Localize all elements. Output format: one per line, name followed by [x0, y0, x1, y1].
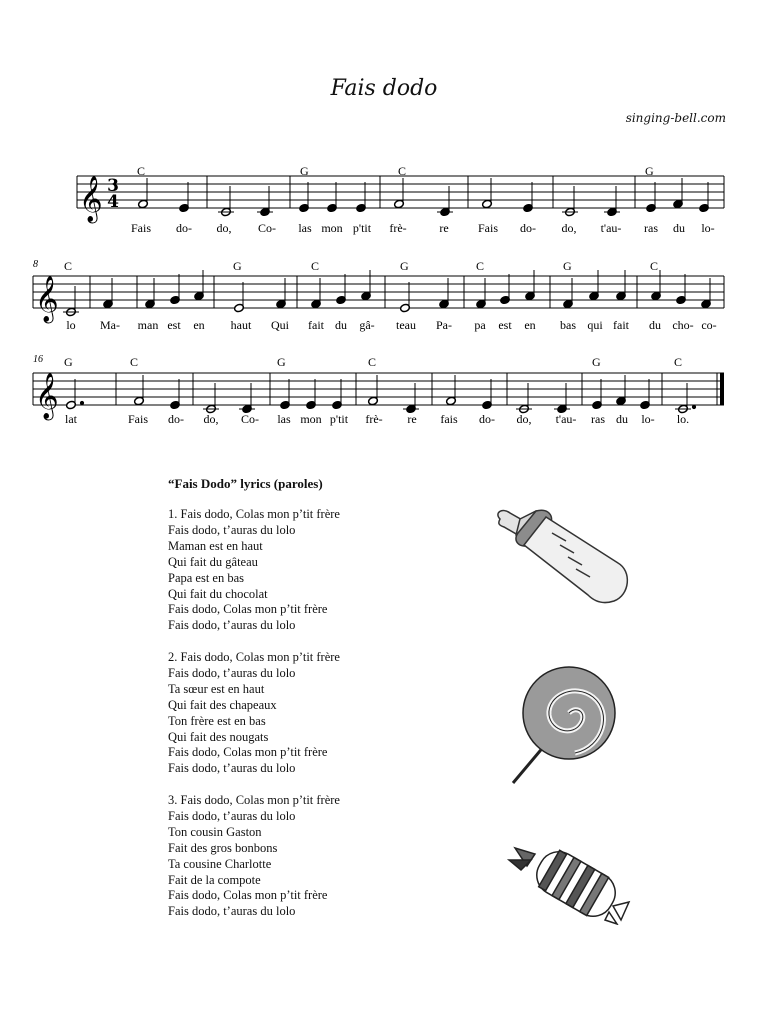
lyric-syllable: gâ- [359, 318, 375, 332]
lyric-syllable: du [649, 318, 661, 332]
lyric-line: Fait de la compote [168, 872, 261, 887]
chord-symbol: C [476, 259, 485, 273]
lyric-line: Ta sœur est en haut [168, 681, 265, 696]
lyric-line: 3. Fais dodo, Colas mon p’tit frère [168, 793, 340, 807]
lyric-syllable: t'au- [555, 412, 577, 426]
lyric-syllable: frè- [365, 412, 383, 426]
chord-symbol: G [277, 355, 286, 369]
lyric-syllable: t'au- [600, 221, 622, 235]
chord-symbol: G [233, 259, 242, 273]
chord-symbol: C [368, 355, 377, 369]
lyric-syllable: mon [300, 412, 322, 426]
lyric-line: Fais dodo, t’auras du lolo [168, 904, 296, 919]
treble-clef-icon: 𝄞 [79, 176, 103, 222]
lyric-syllable: mon [321, 221, 343, 235]
lyric-line: 2. Fais dodo, Colas mon p’tit frère [168, 650, 340, 664]
lyric-syllable: lo [66, 318, 76, 332]
lyric-syllable: lo- [641, 412, 655, 426]
chord-symbol: C [398, 164, 407, 178]
time-signature-top: 3 [107, 176, 119, 196]
lyric-line: Ton cousin Gaston [168, 824, 262, 839]
lyric-syllable: p'tit [329, 412, 349, 426]
verse-1 [168, 507, 340, 634]
lyric-syllable: re [407, 412, 417, 426]
lyric-syllable: est [498, 318, 512, 332]
lyric-syllable: Fais [130, 221, 152, 235]
treble-clef-icon: 𝄞 [35, 373, 59, 419]
lyrics-heading: “Fais Dodo” lyrics (paroles) [168, 476, 323, 491]
lyric-line: Qui fait des nougats [168, 729, 269, 744]
lyric-line: 1. Fais dodo, Colas mon p’tit frère [168, 507, 340, 521]
chord-symbol: C [311, 259, 320, 273]
lyric-syllable: do- [176, 221, 192, 235]
lyric-syllable: Co- [258, 221, 276, 235]
lyric-syllable: lo. [676, 412, 690, 426]
lyric-line: Maman est en haut [168, 538, 263, 553]
lyric-syllable: fais [440, 412, 458, 426]
baby-bottle-icon [490, 505, 640, 615]
lyric-syllable: fait [613, 318, 629, 332]
lyric-line: Ton frère est en bas [168, 713, 266, 728]
sheet-music [0, 0, 768, 440]
lyric-line: Qui fait du chocolat [168, 586, 268, 601]
chord-symbol: C [130, 355, 139, 369]
measure-number: 16 [33, 354, 43, 365]
chord-symbol: G [563, 259, 572, 273]
lyric-syllable: man [137, 318, 159, 332]
lyric-line: Qui fait du gâteau [168, 554, 258, 569]
lyric-line: Fais dodo, t’auras du lolo [168, 665, 296, 680]
website-label: singing-bell.com [625, 111, 726, 125]
lyric-syllable: las [298, 221, 312, 235]
treble-clef-icon: 𝄞 [35, 276, 59, 322]
lyric-line: Fais dodo, Colas mon p’tit frère [168, 602, 328, 617]
lollipop-icon [505, 665, 625, 790]
wrapped-candy-icon [505, 840, 635, 925]
chord-symbol: C [674, 355, 683, 369]
lyric-syllable: las [277, 412, 291, 426]
lyric-syllable: pa [474, 318, 486, 332]
lyric-syllable: du [335, 318, 347, 332]
lyric-syllable: bas [560, 318, 576, 332]
lyric-syllable: do, [216, 221, 232, 235]
lyric-syllable: do, [516, 412, 532, 426]
page-title: Fais dodo [330, 76, 438, 101]
lyric-syllable: co- [701, 318, 717, 332]
lyric-syllable: fait [308, 318, 324, 332]
lyric-syllable: Co- [241, 412, 259, 426]
lyric-syllable: frè- [389, 221, 407, 235]
lyric-syllable: do, [203, 412, 219, 426]
lyric-syllable: Fais [127, 412, 149, 426]
lyric-syllable: do- [168, 412, 184, 426]
lyric-syllable: en [524, 318, 536, 332]
verse-2 [168, 650, 340, 777]
chord-symbol: C [137, 164, 146, 178]
lyric-syllable: do- [520, 221, 536, 235]
chord-symbol: G [592, 355, 601, 369]
chord-symbol: G [64, 355, 73, 369]
chord-symbol: G [645, 164, 654, 178]
chord-symbol: C [64, 259, 73, 273]
lyric-syllable: haut [230, 318, 252, 332]
lyric-syllable: do, [561, 221, 577, 235]
lyric-line: Fais dodo, t’auras du lolo [168, 522, 296, 537]
chord-symbol: G [300, 164, 309, 178]
lyric-syllable: Qui [271, 318, 289, 332]
lyric-syllable: en [193, 318, 205, 332]
lyric-syllable: est [167, 318, 181, 332]
lyric-syllable: du [673, 221, 685, 235]
lyric-syllable: lo- [701, 221, 715, 235]
lyric-syllable: p'tit [352, 221, 372, 235]
lyric-line: Fais dodo, t’auras du lolo [168, 618, 296, 633]
lyric-line: Papa est en bas [168, 570, 245, 585]
lyric-syllable: du [616, 412, 628, 426]
note-group [63, 270, 711, 317]
chord-symbol: G [400, 259, 409, 273]
lyric-syllable: cho- [672, 318, 694, 332]
time-signature-bottom: 4 [107, 192, 119, 212]
lyric-line: Fais dodo, t’auras du lolo [168, 761, 296, 776]
lyric-syllable: re [439, 221, 449, 235]
lyric-line: Ta cousine Charlotte [168, 856, 272, 871]
lyric-line: Fais dodo, Colas mon p’tit frère [168, 888, 328, 903]
chord-symbol: C [650, 259, 659, 273]
lyric-syllable: do- [479, 412, 495, 426]
lyric-syllable: lat [65, 412, 77, 426]
lyric-line: Fais dodo, Colas mon p’tit frère [168, 745, 328, 760]
lyric-syllable: Ma- [100, 318, 120, 332]
verse-3 [168, 793, 340, 920]
measure-number: 8 [33, 259, 38, 270]
lyric-syllable: ras [644, 221, 658, 235]
lyric-syllable: teau [396, 318, 416, 332]
lyric-line: Qui fait des chapeaux [168, 697, 277, 712]
lyric-syllable: Fais [477, 221, 499, 235]
lyric-line: Fait des gros bonbons [168, 840, 278, 855]
lyric-syllable: ras [591, 412, 605, 426]
lyric-syllable: qui [587, 318, 603, 332]
lyric-syllable: Pa- [436, 318, 452, 332]
lyric-line: Fais dodo, t’auras du lolo [168, 808, 296, 823]
